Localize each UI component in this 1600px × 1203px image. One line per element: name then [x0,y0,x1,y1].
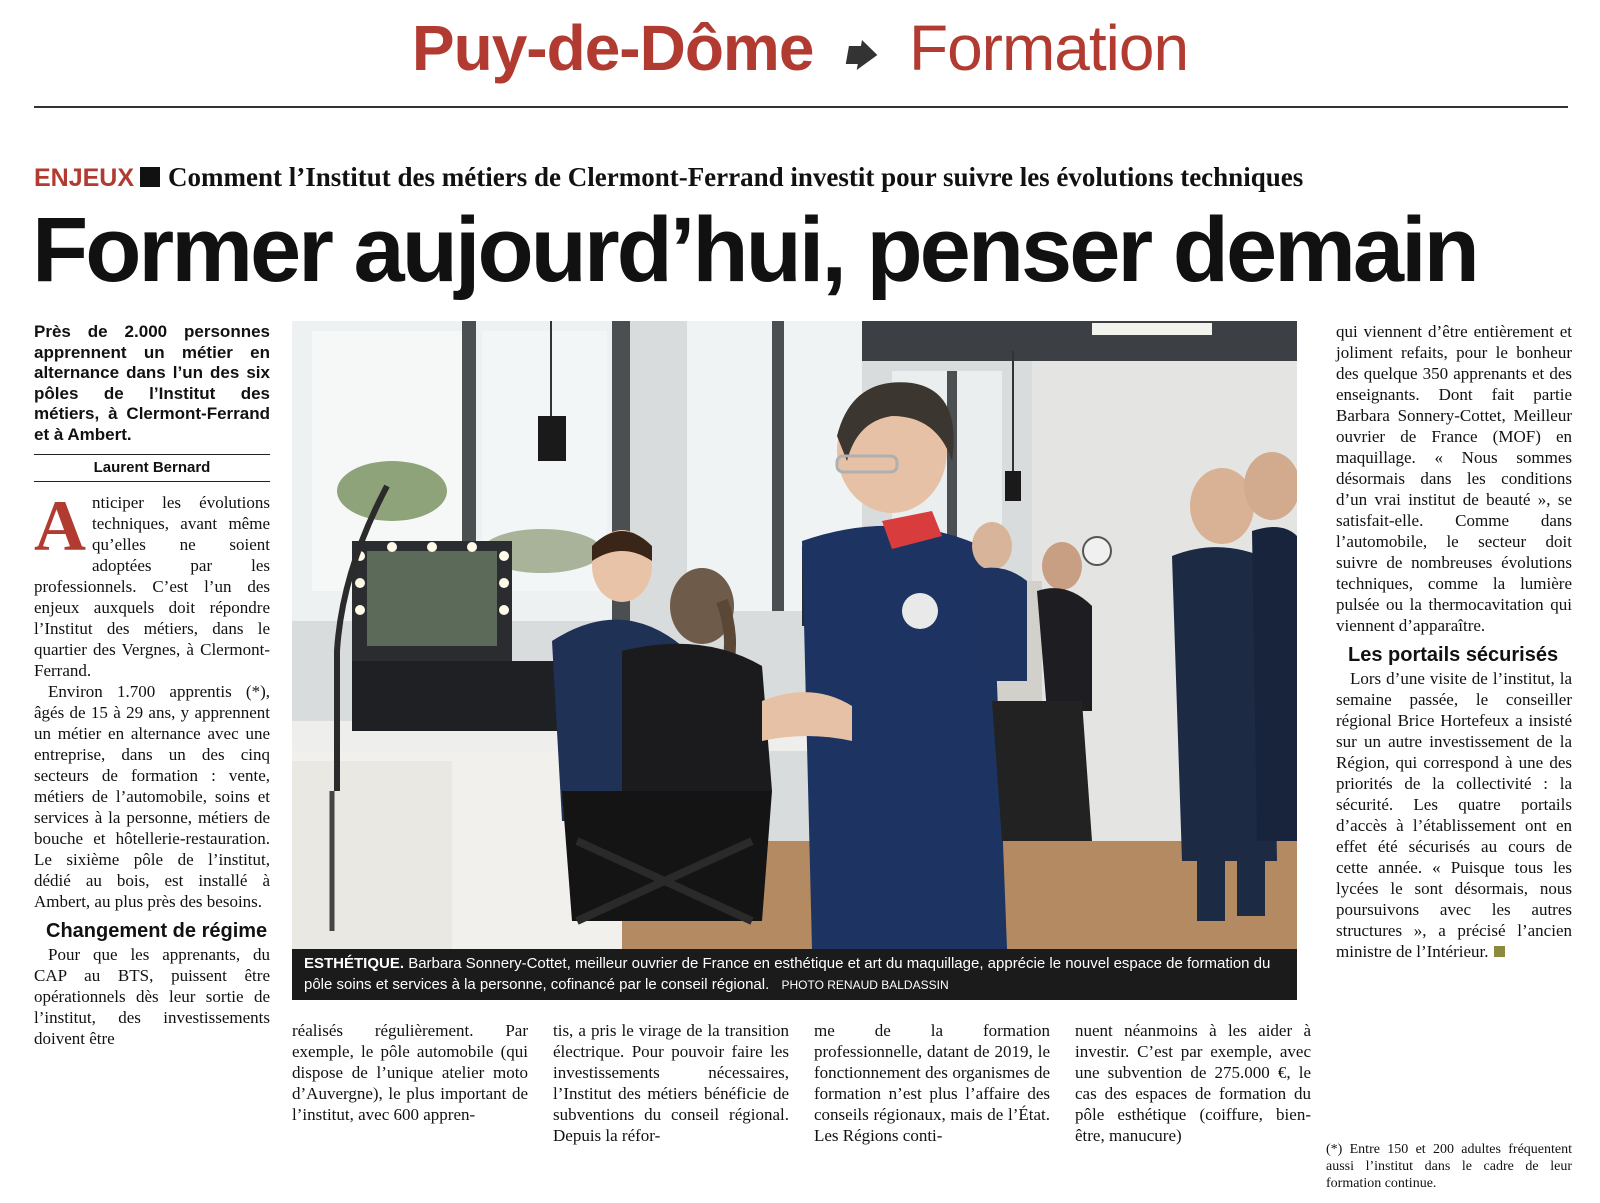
header-rule [34,106,1568,108]
paragraph-intro [34,486,270,681]
article-photo [292,321,1297,949]
author-rule-bottom [34,481,270,482]
subhead-changement: Changement de régime [46,920,268,942]
kicker-text: Comment l’Institut des métiers de Clermont-Ferrand investit pour suivre les évolutions techniques [168,162,1304,192]
article-column-4 [814,1020,1050,1146]
paragraph-col4: me de la formation professionnelle, datant de 2019, le fonctionnement des organismes de formation n’est plus l’affaire des conseils régionaux, mais de l’État. Les Régions conti- [814,1021,1050,1145]
region-label: Puy-de-Dôme [411,12,814,84]
paragraph-regime: Pour que les apprenants, du CAP au BTS, puissent être opérationnels dès leur sortie de l’institut, des investissements doivent être [34,945,270,1048]
end-mark-icon [1494,946,1505,957]
kicker-tag: ENJEUX [34,164,135,192]
caption-text: Barbara Sonnery-Cottet, meilleur ouvrier de France en esthétique et art du maquillage, apprécie le nouvel espace de formation du pôle soins et services à la personne, cofinancé par le conseil régional. [304,955,1271,993]
square-bullet-icon [140,167,160,187]
arrow-right-icon [844,8,878,88]
article-column-3 [553,1020,789,1146]
salon-photo-illustration [292,321,1297,949]
article-column-6 [1336,321,1572,962]
article-column-2 [292,1020,528,1125]
photo-credit: PHOTO RENAUD BALDASSIN [781,978,949,992]
author-byline: Laurent Bernard [93,459,211,476]
paragraph-intro-text: nticiper les évolutions techniques, avant même qu’elles ne soient adoptées par les professionnels. C’est l’un des enjeux auxquels doit répondre l’Institut des métiers, dans le quartier des Vergnes, à Clermont-Ferrand. [34,493,270,680]
author-rule-top [34,454,270,455]
lead-paragraph: Près de 2.000 personnes apprennent un métier en alternance dans l’un des six pôles de l’Institut des métiers, à Clermont-Ferrand et à Ambert. [34,322,270,444]
footnote: (*) Entre 150 et 200 adultes fréquentent aussi l’institut dans le cadre de leur formation continue. [1326,1142,1572,1191]
article-column-5 [1075,1020,1311,1146]
paragraph-apprentices: Environ 1.700 apprentis (*), âgés de 15 à 29 ans, y apprennent un métier en alternance avec une entreprise, dans un des cinq secteurs de formation : vente, métiers de l’automobile, soins et services à la personne, métiers de bouche et hôtellerie-restauration. Le sixième pôle de l’institut, dédié au bois, est installé à Ambert, au plus près des besoins. [34,682,270,911]
page-header [0,8,1600,98]
kicker [34,160,1574,195]
paragraph-col6a: qui viennent d’être entièrement et joliment refaits, pour le bonheur des quelque 350 apprenants et des enseignants. Dont fait partie Barbara Sonnery-Cottet, Meilleur ouvrier de France (MOF) en maquillage. « Nous sommes désormais dans les conditions d’un vrai institut de beauté », se satisfait-elle. Comme dans l’automobile, le secteur doit suivre de nombreuses évolutions techniques, comme la lumière pulsée ou la thermocavitation qui viennent d’apparaître. [1336,322,1572,635]
subhead-portails: Les portails sécurisés [1348,644,1559,666]
caption-label: ESTHÉTIQUE. [304,955,405,972]
dropcap: A [34,486,86,566]
paragraph-col5: nuent néanmoins à les aider à investir. C’est par exemple, avec une subvention de 275.000 €, le cas des espaces de formation du pôle esthétique (coiffure, bien-être, manucure) [1075,1021,1311,1145]
headline: Former aujourd’hui, penser demain [32,199,1477,301]
paragraph-col2: réalisés régulièrement. Par exemple, le pôle automobile (qui dispose de l’unique atelier moto d’Auvergne), le plus important de l’institut, avec 600 appren- [292,1021,528,1124]
photo-caption [292,949,1297,1000]
section-label: Formation [908,12,1189,84]
paragraph-col6b [1336,668,1572,962]
paragraph-col3: tis, a pris le virage de la transition électrique. Pour pouvoir faire les investissements nécessaires, l’Institut des métiers bénéficie de subventions du conseil régional. Depuis la réfor- [553,1021,789,1145]
paragraph-col6b-text: Lors d’une visite de l’institut, la semaine passée, le conseiller régional Brice Hortefeux a insisté sur un autre investissement de la Région, qui correspond à une des priorités de la collectivité : la sécurité. Les quatre portails d’accès à l’établissement ont en effet été sécurisés au cours de cette année. « Puisque tous les lycées le sont désormais, nous poursuivons avec les autres structures », a précisé l’ancien ministre de l’Intérieur. [1336,669,1572,961]
article-column-1 [34,486,270,1049]
